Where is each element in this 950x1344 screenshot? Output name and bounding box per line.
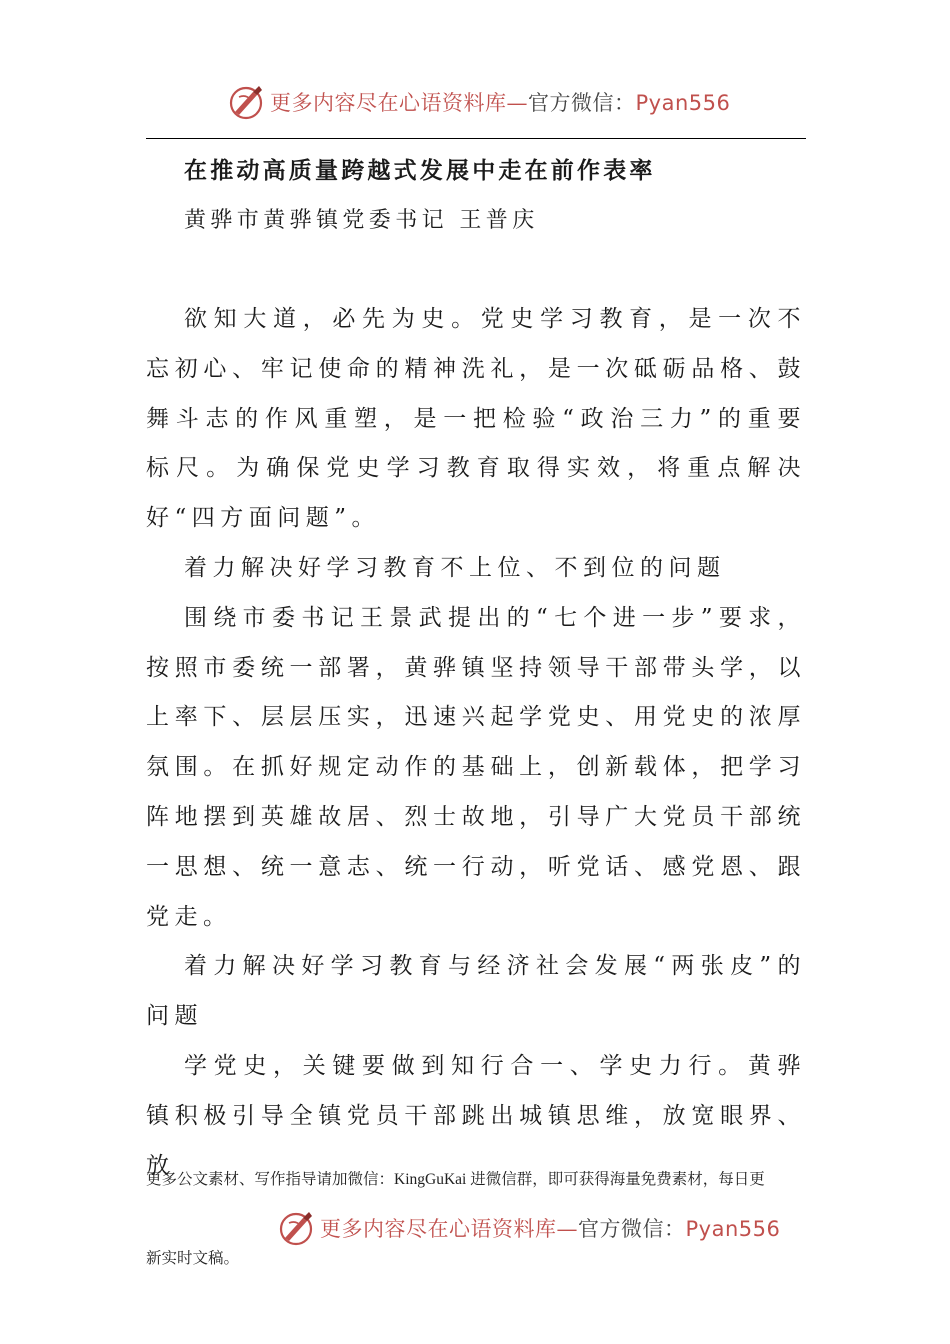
watermark-wechat-id: Pyan556 (685, 1217, 781, 1241)
header-divider (146, 138, 806, 139)
section-heading-1: 着力解决好学习教育不上位、不到位的问题 (184, 554, 726, 581)
footer-line-1: 更多公文素材、写作指导请加微信：KingGuKai 进微信群，即可获得海量免费素材，每日更 (146, 1171, 765, 1188)
footer-note (146, 1170, 806, 1190)
paragraph-intro: 欲知大道，必先为史。党史学习教育，是一次不忘初心、牢记使命的精神洗礼，是一次砥砺品格、鼓舞斗志的作风重塑，是一把检验“政治三力”的重要标尺。为确保党史学习教育取得实效，将重点解决好“四方面问题”。 (146, 306, 806, 532)
watermark-cn: 更多内容尽在心语资料库 (270, 91, 507, 115)
footer-line-2: 新实时文稿。 (146, 1250, 240, 1267)
watermark-text (320, 1213, 780, 1243)
watermark-dash: — (556, 1217, 578, 1241)
section-heading-2: 着力解决好学习教育与经济社会发展“两张皮”的问题 (146, 953, 806, 1030)
paragraph-section-1: 围绕市委书记王景武提出的“七个进一步”要求，按照市委统一部署，黄骅镇坚持领导干部带头学，以上率下、层层压实，迅速兴起学党史、用党史的浓厚氛围。在抓好规定动作的基础上，创新载体，把学习阵地摆到英雄故居、烈士故地，引导广大党员干部统一思想、统一意志、统一行动，听党话、感党恩、跟党走。 (146, 604, 806, 930)
pen-logo-icon (276, 1208, 316, 1248)
document-body (146, 295, 806, 1191)
document-title: 在推动高质量跨越式发展中走在前作表率 (184, 157, 656, 184)
watermark-text (270, 87, 730, 117)
watermark-cn: 更多内容尽在心语资料库 (320, 1217, 557, 1241)
watermark-official: 官方微信： (528, 91, 636, 115)
pen-logo-icon (226, 82, 266, 122)
watermark-banner-bottom (276, 1206, 780, 1250)
watermark-official: 官方微信： (578, 1217, 686, 1241)
watermark-wechat-id: Pyan556 (635, 91, 731, 115)
document-author: 黄骅市黄骅镇党委书记 王普庆 (184, 208, 539, 233)
watermark-banner-top (226, 80, 730, 124)
watermark-dash: — (506, 91, 528, 115)
paragraph-section-2: 学党史，关键要做到知行合一、学史力行。黄骅镇积极引导全镇党员干部跳出城镇思维，放宽眼界、放 (146, 1052, 806, 1179)
